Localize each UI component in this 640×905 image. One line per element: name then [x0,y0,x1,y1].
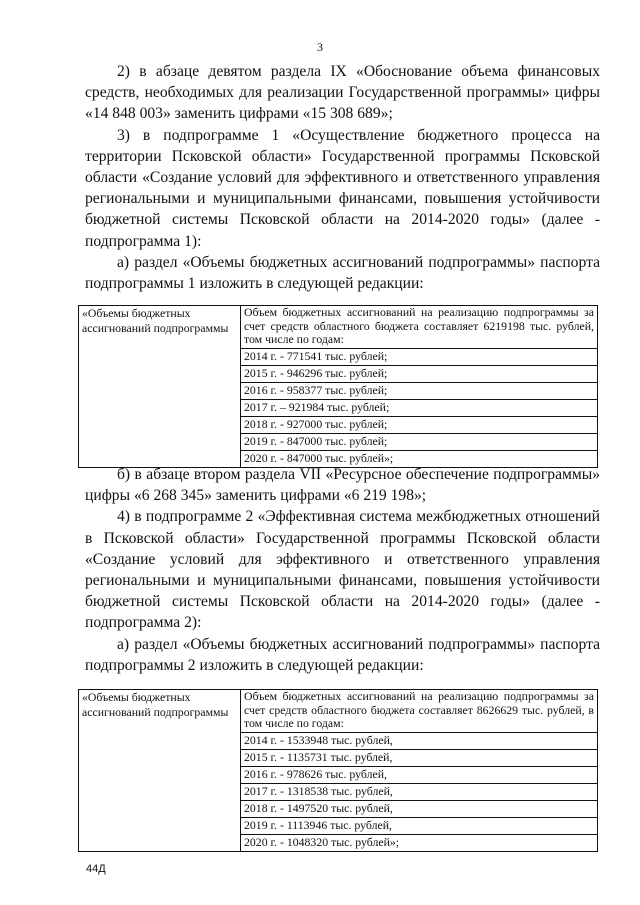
text-block-top [85,61,600,294]
table-intro: Объем бюджетных ассигнований на реализацию подпрограммы за счет средств областного бюджета составляет 6219198 тыс. рублей, том числе по годам: [241,306,598,349]
table-row: 2018 г. - 1497520 тыс. рублей, [241,800,598,817]
table-label: «Объемы бюджетных ассигнований подпрограммы [79,306,241,468]
table-row: 2017 г. - 1318538 тыс. рублей, [241,783,598,800]
table-row: 2014 г. - 771541 тыс. рублей; [241,348,598,365]
table-row: 2015 г. - 1135731 тыс. рублей, [241,749,598,766]
footer-code: 44Д [86,863,106,875]
paragraph: б) в абзаце втором раздела VII «Ресурсное обеспечение подпрограммы» цифры «6 268 345» заменить цифрами «6 219 198»; [85,466,600,505]
table-row: 2020 г. - 847000 тыс. рублей»; [241,450,598,467]
paragraph: а) раздел «Объемы бюджетных ассигнований подпрограммы» паспорта подпрограммы 2 изложить в следующей редакции: [85,635,600,674]
table-row: 2015 г. - 946296 тыс. рублей; [241,365,598,382]
table-row: 2019 г. - 1113946 тыс. рублей, [241,817,598,834]
paragraph: 4) в подпрограмме 2 «Эффективная система межбюджетных отношений в Псковской области» Государственной программы Псковской области «Создание условий для эффективного и ответственного управления региональными и муниципальными финансами, повышения устойчивости бюджетной системы Псковской области на 2014-2020 годы» (далее - подпрограмма 2): [85,508,600,632]
table-label: «Объемы бюджетных ассигнований подпрограммы [79,690,241,852]
paragraph: 2) в абзаце девятом раздела IX «Обоснование объема финансовых средств, необходимых для реализации Государственной программы» цифры «14 848 003» заменить цифрами «15 308 689»; [85,63,600,123]
page-number: 3 [317,40,323,54]
paragraph: а) раздел «Объемы бюджетных ассигнований подпрограммы» паспорта подпрограммы 1 изложить в следующей редакции: [85,253,600,293]
table-row: 2018 г. - 927000 тыс. рублей; [241,416,598,433]
paragraph: 3) в подпрограмме 1 «Осуществление бюджетного процесса на территории Псковской области» Государственной программы Псковской области «Создание условий для эффективного и ответственного управления региональными и муниципальными финансами, повышения устойчивости бюджетной системы Псковской области на 2014-2020 годы» (далее - подпрограмма 1): [85,126,600,250]
table-intro: Объем бюджетных ассигнований на реализацию подпрограммы за счет средств областного бюджета составляет 8626629 тыс. рублей, в том числе по годам: [241,690,598,733]
budget-table-1 [78,305,598,468]
budget-table-2 [78,689,598,852]
table-row: 2014 г. - 1533948 тыс. рублей, [241,732,598,749]
table-row: 2016 г. - 958377 тыс. рублей; [241,382,598,399]
table-row: 2019 г. - 847000 тыс. рублей; [241,433,598,450]
text-block-middle [85,464,600,676]
table-row: 2017 г. – 921984 тыс. рублей; [241,399,598,416]
table-row: 2020 г. - 1048320 тыс. рублей»; [241,834,598,851]
table-row: 2016 г. - 978626 тыс. рублей, [241,766,598,783]
